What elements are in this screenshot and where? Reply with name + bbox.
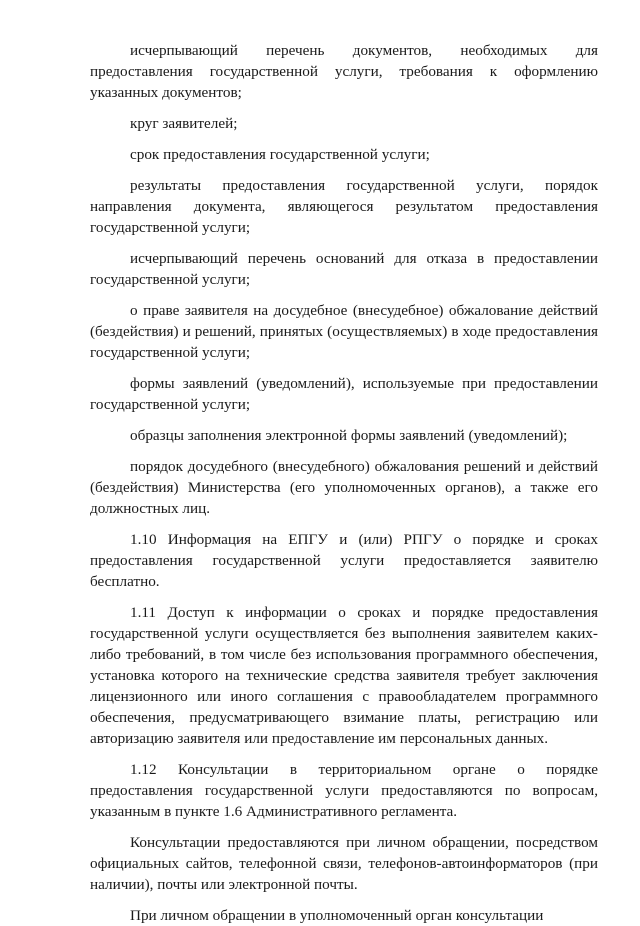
paragraph-refusal-grounds: исчерпывающий перечень оснований для отказа в предоставлении государственной услуги; <box>90 250 598 288</box>
paragraph-appeal-right: о праве заявителя на досудебное (внесудебное) обжалование действий (бездействия) и решений, принятых (осуществляемых) в ходе предоставления государственной услуги; <box>90 302 598 361</box>
paragraph-service-term: срок предоставления государственной услуги; <box>130 146 430 163</box>
paragraph-appeal-procedure: порядок досудебного (внесудебного) обжалования решений и действий (бездействия) Министерства (его уполномоченных органов), а также его должностных лиц. <box>90 458 598 517</box>
paragraph-applicants: круг заявителей; <box>130 115 238 132</box>
paragraph-1-12: 1.12 Консультации в территориальном органе о порядке предоставления государственной услуги предоставляются по вопросам, указанным в пункте 1.6 Административного регламента. <box>90 761 598 820</box>
paragraph-personal-visit: При личном обращении в уполномоченный орган консультации <box>130 907 544 924</box>
paragraph-documents-list: исчерпывающий перечень документов, необходимых для предоставления государственной услуги, требования к оформлению указанных документов; <box>90 42 598 101</box>
paragraph-1-11: 1.11 Доступ к информации о сроках и порядке предоставления государственной услуги осуществляется без выполнения заявителем каких-либо требований, в том числе без использования программного обеспечения, установка которого на технические средства заявителя требует заключения лицензионного или иного соглашения с правообладателем программного обеспечения, предусматривающего взимание платы, регистрацию или авторизацию заявителя или предоставление им персональных данных. <box>90 604 598 747</box>
paragraph-application-forms: формы заявлений (уведомлений), используемые при предоставлении государственной услуги; <box>90 375 598 413</box>
document-body <box>90 40 598 926</box>
paragraph-service-results: результаты предоставления государственной услуги, порядок направления документа, являющегося результатом предоставления государственной услуги; <box>90 177 598 236</box>
paragraph-1-10: 1.10 Информация на ЕПГУ и (или) РПГУ о порядке и сроках предоставления государственной услуги предоставляется заявителю бесплатно. <box>90 531 598 590</box>
paragraph-consultation-channels: Консультации предоставляются при личном обращении, посредством официальных сайтов, телефонной связи, телефонов-автоинформаторов (при наличии), почты или электронной почты. <box>90 834 598 893</box>
paragraph-form-samples: образцы заполнения электронной формы заявлений (уведомлений); <box>130 427 568 444</box>
